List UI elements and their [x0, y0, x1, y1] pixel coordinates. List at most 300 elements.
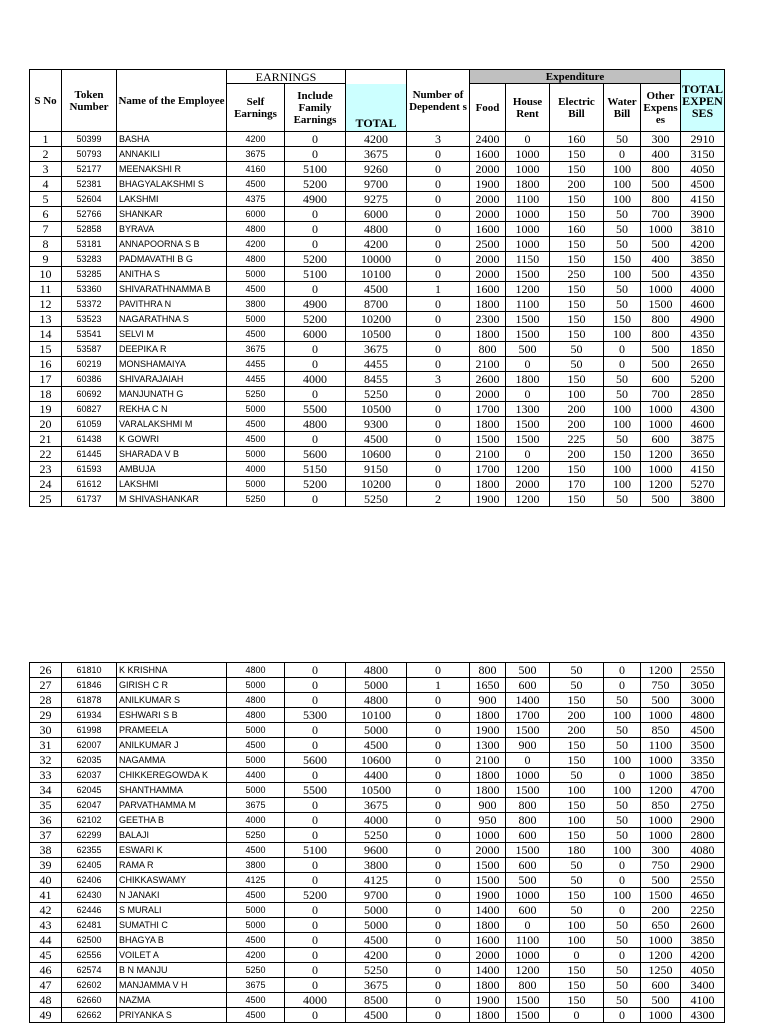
cell-food: 2100 [470, 753, 506, 768]
cell-total-expenses: 3000 [681, 693, 725, 708]
table-row [30, 738, 725, 753]
cell-sno: 13 [30, 312, 62, 327]
cell-water-bill: 0 [604, 1008, 641, 1023]
table-row [30, 663, 725, 678]
cell-family-earnings: 0 [285, 282, 346, 297]
cell-water-bill: 100 [604, 888, 641, 903]
cell-food: 1900 [470, 888, 506, 903]
cell-employee-name: BHAGYALAKSHMI S [117, 177, 227, 192]
cell-water-bill: 50 [604, 738, 641, 753]
cell-employee-name: PRAMEELA [117, 723, 227, 738]
table-row [30, 813, 725, 828]
cell-token: 62500 [62, 933, 117, 948]
cell-house-rent: 1500 [506, 327, 550, 342]
cell-electric-bill: 150 [550, 738, 604, 753]
cell-house-rent: 0 [506, 357, 550, 372]
cell-total: 3675 [346, 978, 407, 993]
cell-other-expenses: 1000 [641, 1008, 681, 1023]
cell-other-expenses: 750 [641, 678, 681, 693]
cell-other-expenses: 500 [641, 492, 681, 507]
cell-token: 60219 [62, 357, 117, 372]
cell-electric-bill: 50 [550, 858, 604, 873]
cell-token: 62662 [62, 1008, 117, 1023]
cell-total: 4000 [346, 813, 407, 828]
cell-token: 62037 [62, 768, 117, 783]
cell-self-earnings: 4500 [227, 843, 285, 858]
cell-house-rent: 900 [506, 738, 550, 753]
cell-other-expenses: 500 [641, 357, 681, 372]
cell-employee-name: VOILET A [117, 948, 227, 963]
cell-self-earnings: 5000 [227, 312, 285, 327]
table-row [30, 723, 725, 738]
cell-house-rent: 1500 [506, 432, 550, 447]
cell-family-earnings: 0 [285, 738, 346, 753]
cell-sno: 8 [30, 237, 62, 252]
cell-token: 53181 [62, 237, 117, 252]
cell-water-bill: 50 [604, 933, 641, 948]
cell-total-expenses: 4500 [681, 723, 725, 738]
cell-total-expenses: 4350 [681, 267, 725, 282]
cell-token: 61445 [62, 447, 117, 462]
cell-employee-name: K KRISHNA [117, 663, 227, 678]
cell-family-earnings: 5600 [285, 753, 346, 768]
cell-total-expenses: 4050 [681, 162, 725, 177]
cell-house-rent: 500 [506, 342, 550, 357]
cell-total-expenses: 4800 [681, 708, 725, 723]
cell-family-earnings: 0 [285, 828, 346, 843]
cell-employee-name: DEEPIKA R [117, 342, 227, 357]
cell-other-expenses: 800 [641, 327, 681, 342]
cell-self-earnings: 3675 [227, 978, 285, 993]
cell-employee-name: NAGARATHNA S [117, 312, 227, 327]
cell-token: 60386 [62, 372, 117, 387]
cell-total-expenses: 5200 [681, 372, 725, 387]
table-row [30, 237, 725, 252]
cell-house-rent: 1500 [506, 267, 550, 282]
cell-dependents: 3 [407, 372, 470, 387]
cell-other-expenses: 800 [641, 192, 681, 207]
cell-total-expenses: 3810 [681, 222, 725, 237]
cell-other-expenses: 500 [641, 993, 681, 1008]
cell-other-expenses: 600 [641, 372, 681, 387]
cell-total-expenses: 2550 [681, 663, 725, 678]
cell-sno: 10 [30, 267, 62, 282]
cell-employee-name: RAMA R [117, 858, 227, 873]
cell-total: 10100 [346, 267, 407, 282]
cell-dependents: 0 [407, 342, 470, 357]
table-row [30, 768, 725, 783]
cell-total: 4500 [346, 933, 407, 948]
cell-family-earnings: 0 [285, 723, 346, 738]
cell-house-rent: 1000 [506, 768, 550, 783]
cell-self-earnings: 4800 [227, 663, 285, 678]
cell-food: 1650 [470, 678, 506, 693]
cell-employee-name: NAZMA [117, 993, 227, 1008]
cell-dependents: 0 [407, 477, 470, 492]
cell-family-earnings: 0 [285, 978, 346, 993]
header-self-earnings: Self Earnings [227, 84, 285, 132]
cell-dependents: 0 [407, 738, 470, 753]
cell-total-expenses: 4300 [681, 402, 725, 417]
cell-house-rent: 1500 [506, 312, 550, 327]
cell-electric-bill: 50 [550, 357, 604, 372]
cell-self-earnings: 5250 [227, 828, 285, 843]
cell-family-earnings: 6000 [285, 327, 346, 342]
table-row [30, 903, 725, 918]
cell-total: 5000 [346, 723, 407, 738]
table-row [30, 192, 725, 207]
table-row [30, 252, 725, 267]
cell-family-earnings: 5500 [285, 402, 346, 417]
cell-token: 62035 [62, 753, 117, 768]
table-row [30, 708, 725, 723]
cell-food: 2000 [470, 267, 506, 282]
cell-family-earnings: 5200 [285, 477, 346, 492]
cell-total-expenses: 3500 [681, 738, 725, 753]
cell-employee-name: PADMAVATHI B G [117, 252, 227, 267]
cell-water-bill: 0 [604, 663, 641, 678]
cell-food: 1700 [470, 402, 506, 417]
cell-total: 9300 [346, 417, 407, 432]
cell-electric-bill: 150 [550, 888, 604, 903]
cell-token: 61737 [62, 492, 117, 507]
cell-employee-name: NAGAMMA [117, 753, 227, 768]
cell-electric-bill: 150 [550, 753, 604, 768]
cell-sno: 42 [30, 903, 62, 918]
cell-food: 2300 [470, 312, 506, 327]
cell-house-rent: 1000 [506, 888, 550, 903]
cell-total-expenses: 3350 [681, 753, 725, 768]
cell-employee-name: BYRAVA [117, 222, 227, 237]
cell-self-earnings: 5250 [227, 387, 285, 402]
cell-family-earnings: 5600 [285, 447, 346, 462]
cell-sno: 23 [30, 462, 62, 477]
cell-water-bill: 100 [604, 402, 641, 417]
cell-food: 1400 [470, 903, 506, 918]
cell-house-rent: 600 [506, 858, 550, 873]
cell-family-earnings: 0 [285, 357, 346, 372]
cell-food: 1300 [470, 738, 506, 753]
cell-dependents: 0 [407, 312, 470, 327]
cell-self-earnings: 4800 [227, 708, 285, 723]
cell-water-bill: 100 [604, 843, 641, 858]
cell-other-expenses: 600 [641, 432, 681, 447]
cell-house-rent: 2000 [506, 477, 550, 492]
cell-sno: 17 [30, 372, 62, 387]
cell-self-earnings: 5000 [227, 903, 285, 918]
cell-food: 1900 [470, 177, 506, 192]
cell-token: 61059 [62, 417, 117, 432]
cell-house-rent: 500 [506, 663, 550, 678]
cell-water-bill: 0 [604, 147, 641, 162]
cell-house-rent: 800 [506, 798, 550, 813]
cell-self-earnings: 3800 [227, 297, 285, 312]
cell-self-earnings: 4000 [227, 462, 285, 477]
table-body-top [30, 132, 725, 507]
cell-sno: 43 [30, 918, 62, 933]
header-name: Name of the Employee [117, 70, 227, 132]
cell-water-bill: 50 [604, 693, 641, 708]
cell-sno: 6 [30, 207, 62, 222]
cell-dependents: 1 [407, 282, 470, 297]
cell-dependents: 0 [407, 237, 470, 252]
cell-self-earnings: 3675 [227, 342, 285, 357]
cell-electric-bill: 150 [550, 282, 604, 297]
cell-electric-bill: 100 [550, 933, 604, 948]
cell-family-earnings: 0 [285, 873, 346, 888]
cell-house-rent: 1500 [506, 723, 550, 738]
cell-sno: 36 [30, 813, 62, 828]
cell-house-rent: 600 [506, 903, 550, 918]
cell-food: 950 [470, 813, 506, 828]
cell-family-earnings: 4000 [285, 372, 346, 387]
cell-total: 9260 [346, 162, 407, 177]
table-row [30, 177, 725, 192]
cell-total: 9700 [346, 888, 407, 903]
cell-sno: 48 [30, 993, 62, 1008]
cell-total-expenses: 3150 [681, 147, 725, 162]
cell-other-expenses: 1000 [641, 933, 681, 948]
cell-employee-name: PRIYANKA S [117, 1008, 227, 1023]
cell-total-expenses: 3900 [681, 207, 725, 222]
cell-token: 60827 [62, 402, 117, 417]
cell-water-bill: 50 [604, 813, 641, 828]
cell-employee-name: ESHWARI S B [117, 708, 227, 723]
cell-food: 800 [470, 342, 506, 357]
cell-total-expenses: 3850 [681, 252, 725, 267]
cell-total: 10000 [346, 252, 407, 267]
cell-dependents: 0 [407, 297, 470, 312]
cell-employee-name: K GOWRI [117, 432, 227, 447]
cell-dependents: 0 [407, 843, 470, 858]
cell-house-rent: 1800 [506, 372, 550, 387]
cell-house-rent: 0 [506, 447, 550, 462]
cell-dependents: 0 [407, 978, 470, 993]
cell-token: 62102 [62, 813, 117, 828]
cell-dependents: 0 [407, 207, 470, 222]
cell-token: 60692 [62, 387, 117, 402]
cell-self-earnings: 4500 [227, 993, 285, 1008]
cell-total-expenses: 3800 [681, 492, 725, 507]
cell-sno: 33 [30, 768, 62, 783]
cell-electric-bill: 50 [550, 903, 604, 918]
header-rent: House Rent [506, 84, 550, 132]
cell-total-expenses: 4350 [681, 327, 725, 342]
cell-dependents: 0 [407, 963, 470, 978]
cell-employee-name: ANNAPOORNA S B [117, 237, 227, 252]
cell-dependents: 0 [407, 663, 470, 678]
cell-electric-bill: 50 [550, 663, 604, 678]
cell-family-earnings: 0 [285, 237, 346, 252]
header-sno: S No [30, 70, 62, 132]
cell-family-earnings: 0 [285, 678, 346, 693]
cell-total: 5250 [346, 963, 407, 978]
cell-electric-bill: 150 [550, 372, 604, 387]
cell-other-expenses: 600 [641, 978, 681, 993]
cell-water-bill: 0 [604, 873, 641, 888]
cell-dependents: 0 [407, 858, 470, 873]
cell-other-expenses: 1000 [641, 708, 681, 723]
cell-electric-bill: 150 [550, 162, 604, 177]
cell-water-bill: 50 [604, 492, 641, 507]
cell-dependents: 0 [407, 933, 470, 948]
cell-token: 62574 [62, 963, 117, 978]
cell-sno: 31 [30, 738, 62, 753]
cell-other-expenses: 1000 [641, 828, 681, 843]
cell-house-rent: 1800 [506, 177, 550, 192]
cell-total: 5000 [346, 678, 407, 693]
cell-total-expenses: 3850 [681, 933, 725, 948]
table-row [30, 783, 725, 798]
cell-house-rent: 800 [506, 813, 550, 828]
cell-total: 9700 [346, 177, 407, 192]
cell-water-bill: 100 [604, 462, 641, 477]
cell-house-rent: 1000 [506, 237, 550, 252]
cell-token: 62047 [62, 798, 117, 813]
cell-total: 10600 [346, 447, 407, 462]
cell-employee-name: BALAJI [117, 828, 227, 843]
cell-house-rent: 1000 [506, 162, 550, 177]
table-row [30, 873, 725, 888]
cell-token: 62446 [62, 903, 117, 918]
cell-total: 10500 [346, 783, 407, 798]
cell-sno: 22 [30, 447, 62, 462]
cell-sno: 9 [30, 252, 62, 267]
cell-water-bill: 50 [604, 237, 641, 252]
cell-token: 62556 [62, 948, 117, 963]
cell-total-expenses: 1850 [681, 342, 725, 357]
cell-self-earnings: 5000 [227, 783, 285, 798]
table-row [30, 888, 725, 903]
cell-electric-bill: 150 [550, 252, 604, 267]
cell-employee-name: CHIKKEREGOWDA K [117, 768, 227, 783]
cell-token: 52766 [62, 207, 117, 222]
cell-employee-name: N JANAKI [117, 888, 227, 903]
cell-total-expenses: 3050 [681, 678, 725, 693]
cell-employee-name: MEENAKSHI R [117, 162, 227, 177]
cell-water-bill: 50 [604, 918, 641, 933]
table-row [30, 417, 725, 432]
cell-self-earnings: 4500 [227, 177, 285, 192]
cell-house-rent: 1100 [506, 192, 550, 207]
cell-house-rent: 800 [506, 978, 550, 993]
cell-sno: 19 [30, 402, 62, 417]
cell-house-rent: 1200 [506, 282, 550, 297]
cell-employee-name: MANJAMMA V H [117, 978, 227, 993]
header-family-earnings: Include Family Earnings [285, 84, 346, 132]
cell-self-earnings: 5000 [227, 678, 285, 693]
cell-family-earnings: 0 [285, 798, 346, 813]
cell-total-expenses: 4200 [681, 237, 725, 252]
cell-food: 1800 [470, 1008, 506, 1023]
cell-token: 53283 [62, 252, 117, 267]
cell-electric-bill: 100 [550, 783, 604, 798]
cell-other-expenses: 1000 [641, 462, 681, 477]
cell-sno: 1 [30, 132, 62, 147]
cell-self-earnings: 4200 [227, 132, 285, 147]
cell-total-expenses: 4900 [681, 312, 725, 327]
cell-total: 8455 [346, 372, 407, 387]
cell-token: 53285 [62, 267, 117, 282]
cell-total: 8700 [346, 297, 407, 312]
cell-house-rent: 600 [506, 678, 550, 693]
cell-family-earnings: 5200 [285, 888, 346, 903]
table-row [30, 357, 725, 372]
table-row [30, 798, 725, 813]
cell-self-earnings: 4500 [227, 432, 285, 447]
cell-family-earnings: 5100 [285, 162, 346, 177]
cell-token: 62299 [62, 828, 117, 843]
cell-other-expenses: 400 [641, 252, 681, 267]
cell-sno: 11 [30, 282, 62, 297]
cell-sno: 27 [30, 678, 62, 693]
cell-food: 1800 [470, 918, 506, 933]
cell-token: 61998 [62, 723, 117, 738]
cell-total-expenses: 2800 [681, 828, 725, 843]
cell-electric-bill: 50 [550, 768, 604, 783]
cell-food: 1900 [470, 492, 506, 507]
cell-dependents: 0 [407, 993, 470, 1008]
header-dependents: Number of Dependent s [407, 70, 470, 132]
table-row [30, 933, 725, 948]
cell-family-earnings: 0 [285, 948, 346, 963]
cell-token: 53523 [62, 312, 117, 327]
cell-food: 1700 [470, 462, 506, 477]
cell-family-earnings: 0 [285, 132, 346, 147]
cell-self-earnings: 5000 [227, 447, 285, 462]
cell-total-expenses: 4600 [681, 297, 725, 312]
cell-total-expenses: 2900 [681, 858, 725, 873]
cell-total: 3675 [346, 147, 407, 162]
cell-water-bill: 150 [604, 447, 641, 462]
cell-electric-bill: 150 [550, 297, 604, 312]
cell-family-earnings: 0 [285, 918, 346, 933]
cell-other-expenses: 700 [641, 207, 681, 222]
cell-dependents: 0 [407, 462, 470, 477]
cell-water-bill: 100 [604, 417, 641, 432]
cell-house-rent: 1000 [506, 147, 550, 162]
cell-total: 4200 [346, 948, 407, 963]
cell-dependents: 0 [407, 327, 470, 342]
cell-total-expenses: 5270 [681, 477, 725, 492]
table-row [30, 993, 725, 1008]
cell-food: 2000 [470, 192, 506, 207]
table-row [30, 162, 725, 177]
cell-electric-bill: 150 [550, 978, 604, 993]
cell-sno: 5 [30, 192, 62, 207]
cell-dependents: 0 [407, 903, 470, 918]
cell-food: 1900 [470, 723, 506, 738]
cell-sno: 45 [30, 948, 62, 963]
cell-house-rent: 1200 [506, 963, 550, 978]
cell-dependents: 0 [407, 1008, 470, 1023]
cell-total: 4400 [346, 768, 407, 783]
cell-employee-name: SHANTHAMMA [117, 783, 227, 798]
cell-dependents: 0 [407, 783, 470, 798]
cell-sno: 15 [30, 342, 62, 357]
cell-dependents: 0 [407, 768, 470, 783]
cell-employee-name: ANILKUMAR J [117, 738, 227, 753]
cell-sno: 46 [30, 963, 62, 978]
cell-electric-bill: 150 [550, 492, 604, 507]
cell-self-earnings: 4455 [227, 357, 285, 372]
cell-total: 10500 [346, 327, 407, 342]
cell-water-bill: 50 [604, 282, 641, 297]
cell-house-rent: 1000 [506, 222, 550, 237]
cell-total-expenses: 3400 [681, 978, 725, 993]
table-row [30, 693, 725, 708]
cell-sno: 35 [30, 798, 62, 813]
